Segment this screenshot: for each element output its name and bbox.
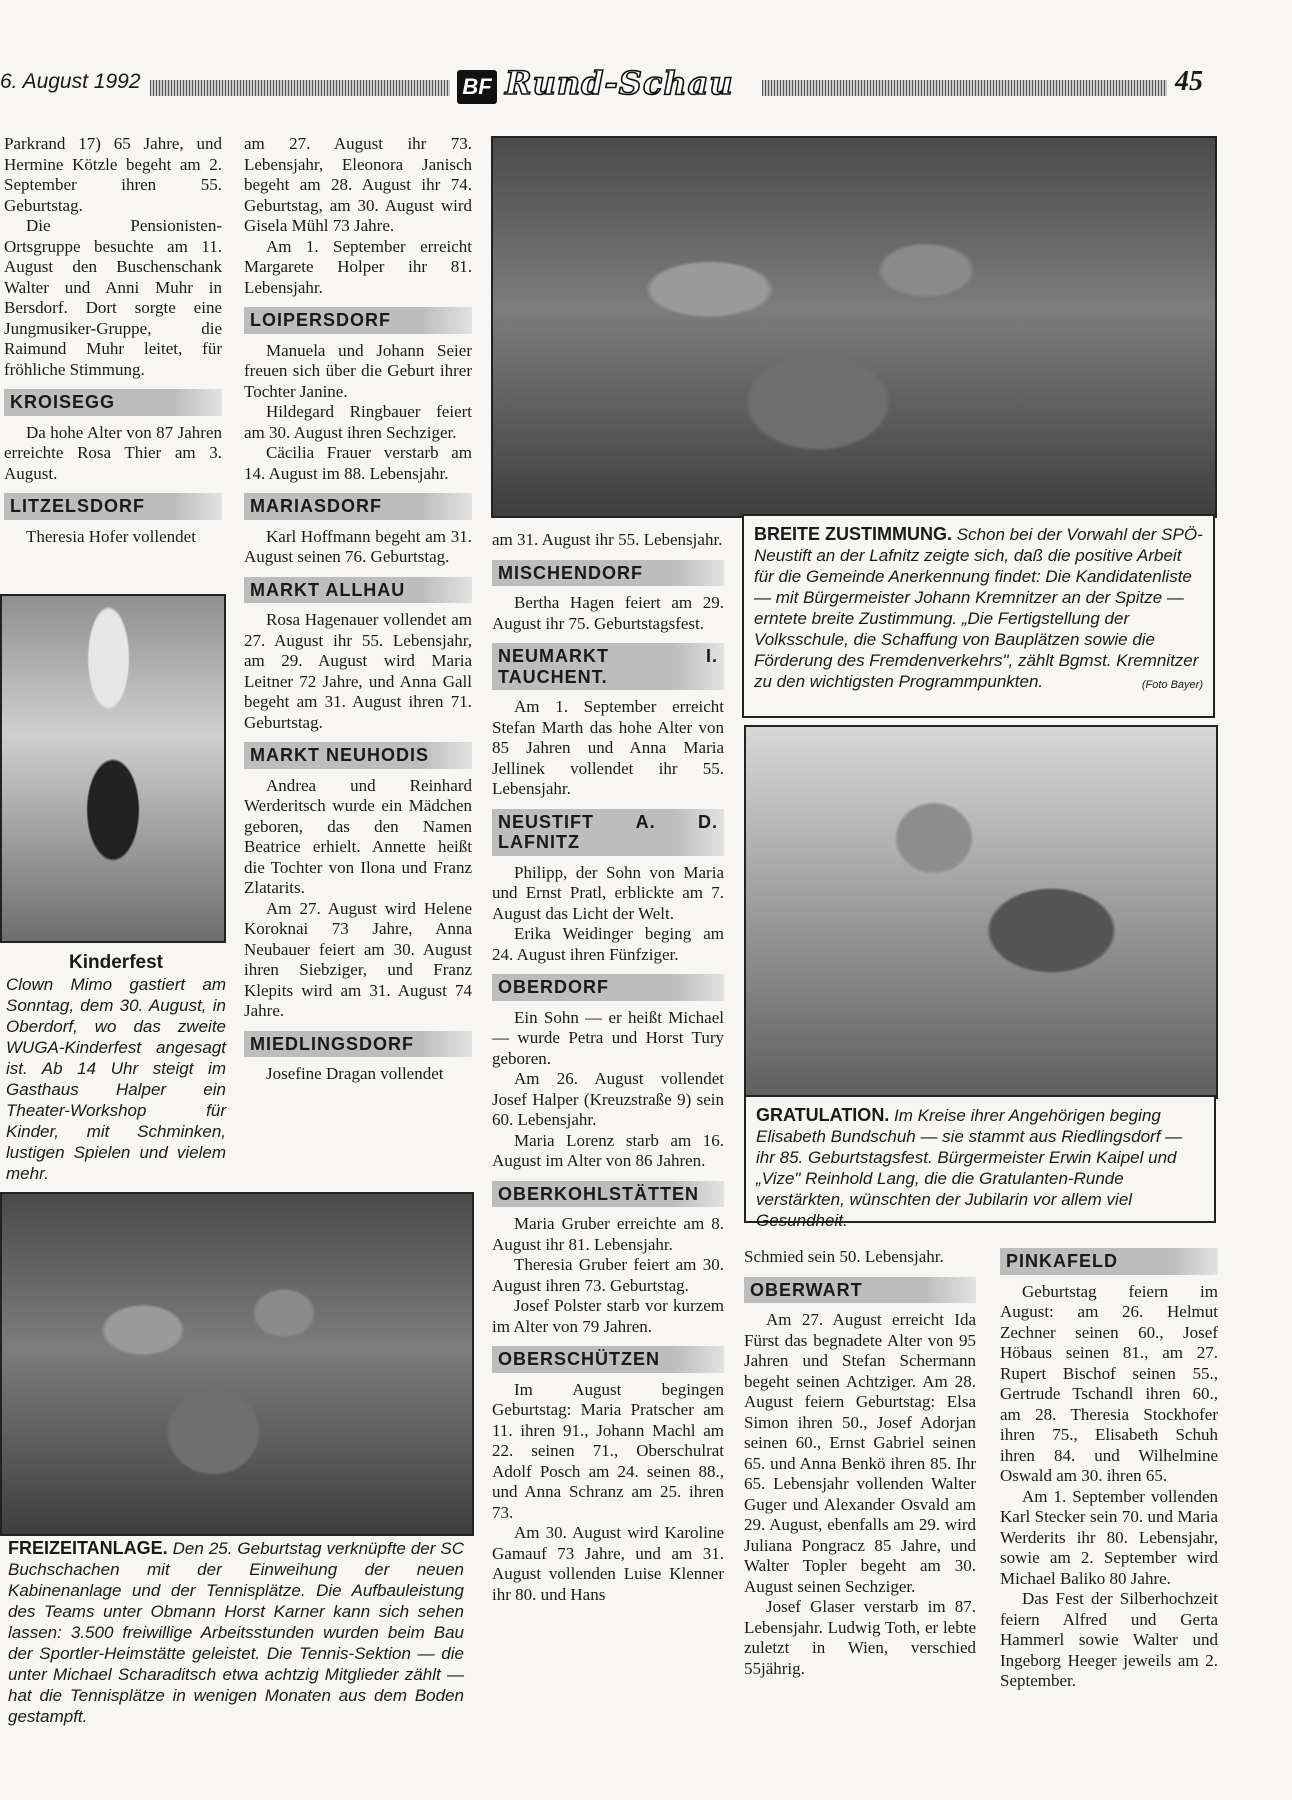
section-heading-mariasdorf: MARIASDORF (244, 493, 472, 520)
section-heading-neumarkt: NEUMARKT I. TAUCHENT. (492, 643, 724, 690)
article-text: Am 27. August erreicht Ida Fürst das begnadete Alter von 95 Jahren und Stefan Schermann begeht seinen Achtziger. Am 28. August feiern Geburtstag: Elsa Simon ihren 50., Josef Adorjan seinen 60., Ernst Gabriel seinen 65. und Anna Benkö ihren 85. Ihr 65. Lebensjahr vollenden Walter Guger und Alexander Osvald am 29. August, ebenfalls am 29. wird Juliana Pongracz 85 Jahre, und Walter Topler begeht am 30. August seinen Sechziger. (744, 1310, 976, 1596)
section-heading-mischendorf: MISCHENDORF (492, 560, 724, 587)
column-4 (744, 1247, 976, 1679)
caption-text: Im Kreise ihrer Angehörigen beging Elisabeth Bundschuh — sie stammt aus Riedlingsdorf — ihr 85. Geburtstagsfest. Bürgermeister Erwin Kaipel und „Vize" Reinhold Lang, die die Gratulanten-Runde verstärkten, wünschten der Jubilarin vor allem viel Gesundheit. (756, 1106, 1183, 1230)
photo-clown-mimo (0, 594, 226, 943)
section-heading-markt-allhau: MARKT ALLHAU (244, 577, 472, 604)
caption-text: Schon bei der Vorwahl der SPÖ-Neustift an der Lafnitz zeigte sich, daß die positive Arbeit für die Gemeinde Anerkennung findet: Die Kandidatenliste — mit Bürgermeister Johann Kremnitzer an der Spitze — erntete breite Zustimmung. „Die Fertigstellung der Volksschule, die Schaffung von Bauplätzen sowie die Förderung des Fremdenverkehrs", zählt Bgmst. Kremnitzer zu den wichtigsten Programmpunkten. (754, 525, 1203, 691)
caption-text: Den 25. Geburtstag verknüpfte der SC Buchschachen mit der Einweihung der neuen Kabinenanlage und der Tennisplätze. Die Aufbauleistung des Teams unter Obmann Horst Karner kann sich sehen lassen: 3.500 freiwillige Arbeitsstunden wurden beim Bau der Sportler-Heimstätte geleistet. Die Tennis-Sektion — die unter Michael Scharaditsch etwa achtzig Mitglieder zählt — hat die Tennisplätze in wenigen Monaten aus dem Boden gestampft. (8, 1539, 464, 1726)
article-text: Am 1. September erreicht Margarete Holper ihr 81. Lebensjahr. (244, 236, 472, 297)
article-text: Karl Hoffmann begeht am 31. August seinen 76. Geburtstag. (244, 526, 472, 566)
article-text: Andrea und Reinhard Werderitsch wurde ein Mädchen geboren, das den Namen Beatrice erhielt. Annette heißt die Tochter von Ilona und Franz Zlatarits. (244, 775, 472, 897)
section-heading-litzelsdorf: LITZELSDORF (4, 493, 222, 520)
photo-spoe-neustift-candidates (491, 136, 1217, 518)
column-5 (1000, 1248, 1218, 1692)
article-text: am 27. August ihr 73. Lebensjahr, Eleonora Janisch begeht am 28. August ihr 74. Geburtstag, am 30. August wird Gisela Mühl 73 Jahre. (244, 134, 472, 235)
caption-breite-zustimmung (742, 514, 1215, 718)
article-text: Im August begingen Geburtstag: Maria Pratscher am 11. ihren 91., Johann Machl am 22. seinen 71., Oberschulrat Adolf Posch am 24. seinen 88., und Anna Schranz am 25. ihren 73. (492, 1379, 724, 1522)
article-text: Josef Glaser verstarb im 87. Lebensjahr. Ludwig Toth, er lebte zuletzt in Wien, verschied 55jährig. (744, 1597, 976, 1678)
article-text: Geburtstag feiern im August: am 26. Helmut Zechner seinen 60., Josef Höbaus seinen 81., am 27. Rupert Bischof seinen 55., Gertrude Tschandl ihren 60., am 28. Theresia Stockhofer ihren 75., Elisabeth Schuh ihren 84. und Wilhelmine Oswald am 30. ihren 65. (1000, 1281, 1218, 1485)
article-text: Maria Lorenz starb am 16. August im Alter von 86 Jahren. (492, 1130, 724, 1170)
section-heading-miedlingsdorf: MIEDLINGSDORF (244, 1031, 472, 1058)
caption-gratulation (744, 1095, 1216, 1230)
section-heading-oberwart: OBERWART (744, 1277, 976, 1304)
article-text: Bertha Hagen feiert am 29. August ihr 75. Geburtstagsfest. (492, 593, 724, 633)
article-text: Schmied sein 50. Lebensjahr. (744, 1247, 944, 1266)
section-heading-loipersdorf: LOIPERSDORF (244, 307, 472, 334)
article-text: Da hohe Alter von 87 Jahren erreichte Rosa Thier am 3. August. (4, 422, 222, 483)
caption-freizeitanlage (8, 1538, 464, 1727)
section-heading-oberkohlstaetten: OBERKOHLSTÄTTEN (492, 1181, 724, 1208)
article-text: Am 1. September erreicht Stefan Marth das hohe Alter von 85 Jahren und Anna Maria Jellinek vollendet ihr 55. Lebensjahr. (492, 697, 724, 798)
article-text: Das Fest der Silberhochzeit feiern Alfred und Gerta Hammerl sowie Walter und Ingeborg Heeger jeweils am 2. September. (1000, 1589, 1218, 1690)
photo-bundschuh-birthday (744, 725, 1218, 1099)
kinderfest-title: Kinderfest (69, 952, 163, 973)
article-text: Rosa Hagenauer vollendet am 27. August ihr 55. Lebensjahr, am 29. August wird Maria Leitner 72 Jahre, und Anna Gall begeht am 31. August ihren 71. Geburtstag. (244, 610, 472, 732)
caption-heading: GRATULATION. (756, 1105, 890, 1125)
article-text: Am 26. August vollendet Josef Halper (Kreuzstraße 9) sein 60. Lebensjahr. (492, 1069, 724, 1129)
article-text: Am 30. August wird Karoline Gamauf 73 Jahre, und am 31. August vollenden Luise Klenner ihr 80. und Hans (492, 1523, 724, 1604)
column-3 (492, 530, 724, 1605)
masthead-logo: BF (457, 70, 497, 104)
article-text: Hildegard Ringbauer feiert am 30. August ihren Sechziger. (244, 402, 472, 442)
section-title: Rund-Schau (505, 64, 734, 102)
section-heading-kroisegg: KROISEGG (4, 389, 222, 416)
kinderfest-box (6, 952, 226, 1184)
header-rule-right (762, 80, 1167, 96)
caption-heading: BREITE ZUSTIMMUNG. (754, 524, 952, 544)
article-text: Cäcilia Frauer verstarb am 14. August im 88. Lebensjahr. (244, 443, 472, 483)
article-text: Philipp, der Sohn von Maria und Ernst Pratl, erblickte am 7. August das Licht der Welt. (492, 862, 724, 923)
section-heading-pinkafeld: PINKAFELD (1000, 1248, 1218, 1275)
article-text: Am 1. September vollenden Karl Stecker sein 70. und Maria Werderits ihr 80. Lebensjahr, sowie am 2. September wird Michael Baliko 80 Jahre. (1000, 1486, 1218, 1588)
article-text: Theresia Hofer vollendet (26, 526, 196, 546)
header-rule-left (150, 80, 450, 96)
article-text: Maria Gruber erreichte am 8. August ihr 81. Lebensjahr. (492, 1214, 724, 1254)
column-2 (244, 134, 472, 1085)
kinderfest-text: Clown Mimo gastiert am Sonntag, dem 30. August, in Oberdorf, wo das zweite WUGA-Kinderfest angesagt ist. Ab 14 Uhr steigt im Gasthaus Halper ein Theater-Workshop für Kinder, mit Schminken, lustigen Spielen und vielem mehr. (6, 975, 226, 1183)
section-heading-oberdorf: OBERDORF (492, 974, 724, 1001)
section-heading-markt-neuhodis: MARKT NEUHODIS (244, 742, 472, 769)
photo-sc-buchschachen (0, 1192, 474, 1536)
article-text: Die Pensionisten-Ortsgruppe besuchte am 11. August den Buschenschank Walter und Anni Muhr in Bersdorf. Dort sorgte eine Jungmusiker-Gruppe, die Raimund Muhr leitet, für fröhliche Stimmung. (4, 216, 222, 379)
page-number: 45 (1175, 66, 1203, 97)
section-heading-neustift: NEUSTIFT A. D. LAFNITZ (492, 809, 724, 856)
article-text: Ein Sohn — er heißt Michael — wurde Petra und Horst Tury geboren. (492, 1007, 724, 1068)
article-text: Am 27. August wird Helene Koroknai 73 Jahre, Anna Neubauer feiert am 30. August ihren Siebziger, und Franz Klepits wird am 31. August 74 Jahre. (244, 898, 472, 1020)
caption-heading: FREIZEITANLAGE. (8, 1538, 168, 1558)
issue-date: 6. August 1992 (0, 70, 141, 93)
section-heading-oberschuetzen: OBERSCHÜTZEN (492, 1346, 724, 1373)
article-text: Theresia Gruber feiert am 30. August ihren 73. Geburtstag. (492, 1255, 724, 1295)
article-text: Josefine Dragan vollendet (266, 1064, 444, 1083)
article-text: Josef Polster starb vor kurzem im Alter von 79 Jahren. (492, 1296, 724, 1336)
article-text: Erika Weidinger beging am 24. August ihren Fünfziger. (492, 924, 724, 964)
photo-credit: (Foto Bayer) (1141, 679, 1203, 691)
article-text: am 31. August ihr 55. Lebensjahr. (492, 530, 723, 549)
article-text: Parkrand 17) 65 Jahre, und Hermine Kötzle begeht am 2. September ihren 55. Geburtstag. (4, 134, 222, 215)
column-1 (4, 134, 222, 547)
article-text: Manuela und Johann Seier freuen sich über die Geburt ihrer Tochter Janine. (244, 340, 472, 401)
